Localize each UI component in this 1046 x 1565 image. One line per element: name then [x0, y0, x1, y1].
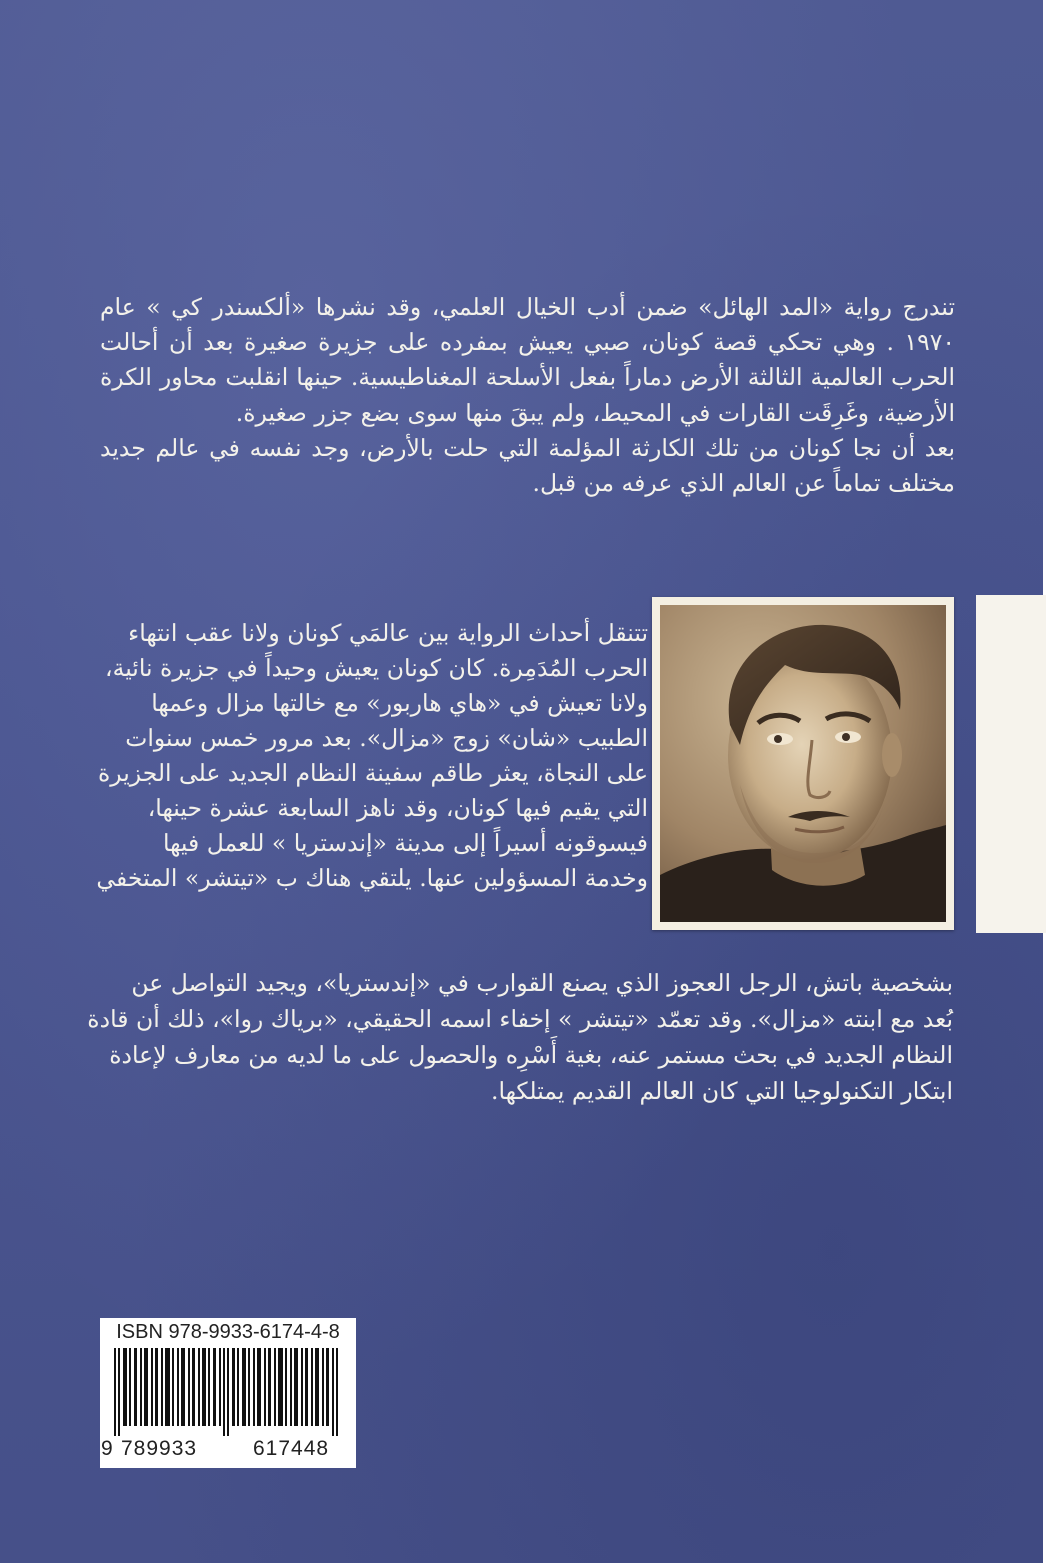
barcode-lead-digit: 9: [101, 1437, 113, 1460]
story-line: على النجاة، يعثر طاقم سفينة النظام الجديد على الجزيرة: [97, 759, 648, 787]
isbn-barcode: [100, 1318, 356, 1468]
intro-paragraph-2: بعد أن نجا كونان من تلك الكارثة المؤلمة التي حلت بالأرض، وجد نفسه في عالم جديد مختلف تماماً عن العالم الذي عرفه من قبل.: [100, 433, 955, 498]
story-line: وخدمة المسؤولين عنها. يلتقي هناك ب «تيتشر» المتخفي: [96, 864, 648, 892]
story-line: ابتكار التكنولوجيا التي كان العالم القديم يمتلكها.: [490, 1077, 953, 1105]
story-line: تتنقل أحداث الرواية بين عالمَي كونان ولانا عقب انتهاء: [128, 619, 648, 647]
story-line: النظام الجديد في بحث مستمر عنه، بغية أَسْرِه والحصول على ما لديه من معارف لإعادة: [109, 1041, 953, 1069]
story-line: فيسوقونه أسيراً إلى مدينة «إندستريا » للعمل فيها: [162, 829, 648, 857]
barcode-digit-group-1: 789933: [121, 1437, 198, 1460]
barcode-digit-group-2: 617448: [253, 1437, 330, 1460]
story-line: ولانا تعيش في «هاي هاربور» مع خالتها مزال وعمها: [151, 689, 648, 717]
story-line: التي يقيم فيها كونان، وقد ناهز السابعة عشرة حينها،: [147, 794, 648, 822]
isbn-label: ISBN 978-9933-6174-4-8: [116, 1321, 340, 1343]
story-line: بشخصية باتش، الرجل العجوز الذي يصنع القوارب في «إندستريا»، ويجيد التواصل عن: [131, 969, 953, 997]
story-line: الحرب المُدَمِرة. كان كونان يعيش وحيداً في جزيرة نائية،: [105, 654, 648, 682]
story-line: بُعد مع ابنته «مزال». وقد تعمّد «تيتشر » إخفاء اسمه الحقيقي، «برياك روا»، ذلك أن قادة: [87, 1005, 953, 1033]
intro-paragraph-1: تندرج رواية «المد الهائل» ضمن أدب الخيال العلمي، وقد نشرها «ألكسندر كي » عام ١٩٧٠ . وهي تحكي قصة كونان، صبي يعيش بمفرده على جزيرة صغيرة بعد أن أحالت الحرب العالمية الثالثة الأرض دماراً بفعل الأسلحة المغناطيسية. حينها انقلبت محاور الكرة الأرضية، وغَرِقَت القارات في المحيط، ولم يبقَ منها سوى بضع جزر صغيرة.: [100, 293, 955, 427]
barcode-icon: [106, 1348, 350, 1436]
story-line: الطبيب «شان» زوج «مزال». بعد مرور خمس سنوات: [125, 724, 648, 752]
